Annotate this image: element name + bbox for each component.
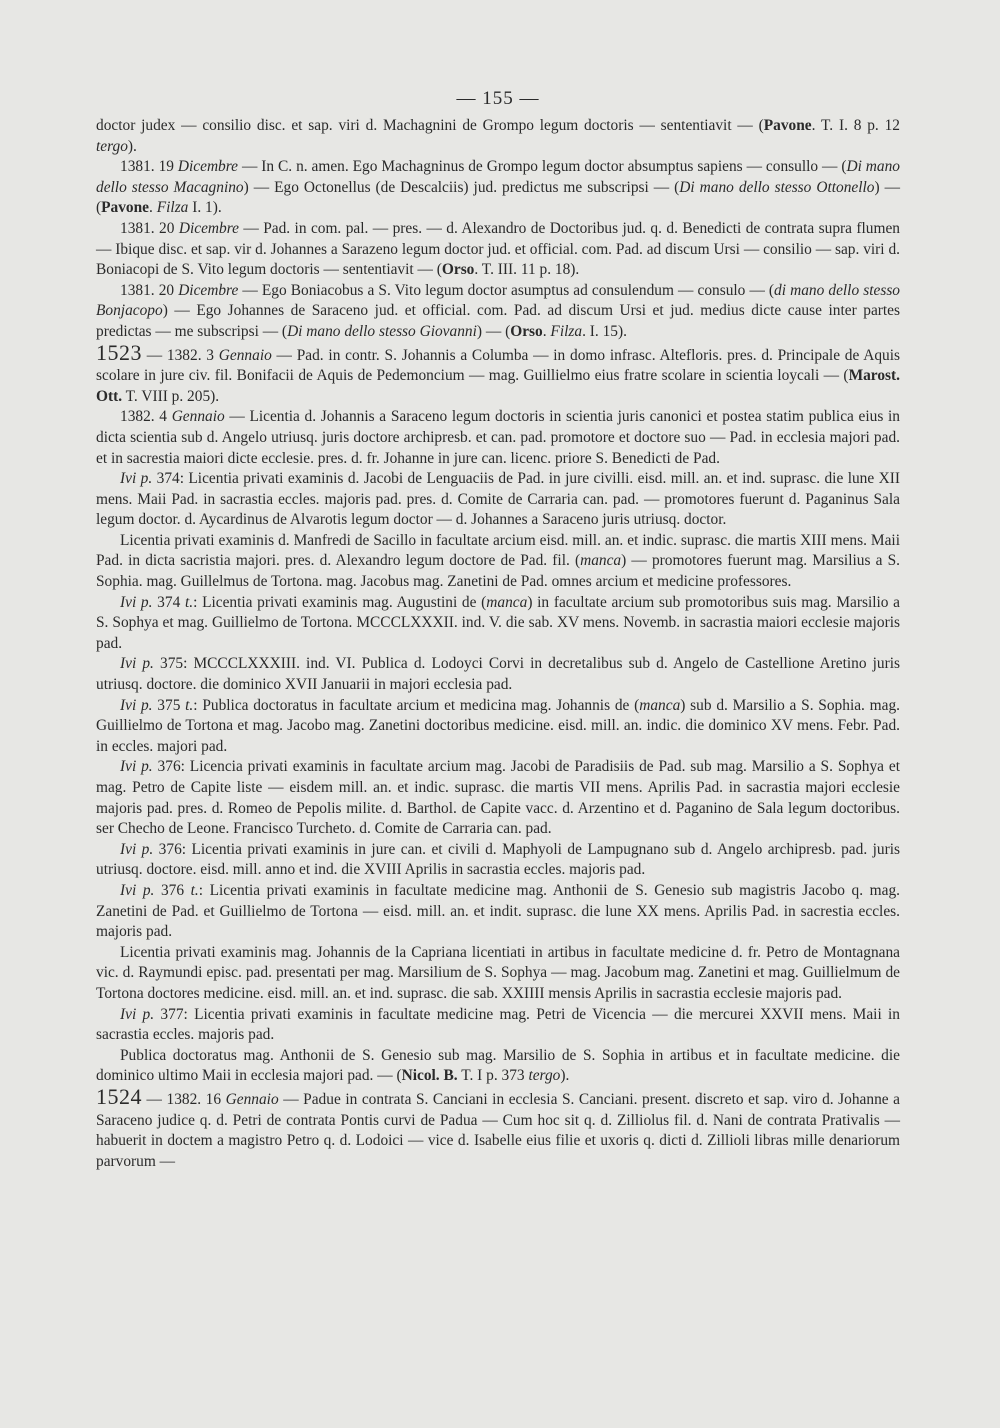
text-run: Ivi p. [120, 840, 154, 858]
text-run: Pavone [763, 117, 812, 134]
text-run: tergo [528, 1067, 561, 1085]
text-run: — Pad. in com. pal. — pres. — d. Alexandro de Doctoribus jud. q. d. Benedicti de contrata supra flumen — Ibique disc. et sap. vir d. Johannes a Sarazeno legum doctor jud. et official. com. Pad. ad discum Ursi — consilio — sap. viri d. Boniacopi de S. Vito legum doctoris — sententiavit — ( [96, 219, 901, 279]
document-entry-1523 [96, 339, 900, 408]
text-run: — In C. n. amen. Ego Machagninus de Grompo legum doctor absumptus sapiens — consullo — ( [238, 158, 847, 176]
text-run: Gennaio [171, 408, 225, 426]
text-run: Publica doctoratus mag. Anthonii de S. Genesio sub mag. Marsilio de S. Sophia in artibus et in facultate medicine. die dominico ultimo Maii in ecclesia majori pad. — ( [96, 1046, 900, 1085]
text-run: ) — Ego Johannes de Saraceno jud. et official. com. Pad. ad discum Ursi et jud. medius dicte cause inter partes predictas — me subscripsi — ( [96, 302, 900, 340]
text-run: t. [190, 881, 199, 899]
text-run: : Publica doctoratus in facultate arcium et medicina mag. Johannis de ( [193, 696, 640, 714]
text-run: t. [185, 696, 194, 714]
document-body [96, 116, 900, 1172]
paragraph [96, 840, 900, 881]
text-run: — 1382. 16 [142, 1090, 226, 1108]
text-run: 375 [152, 696, 186, 714]
text-run: . T. I. 8 p. 12 [811, 117, 900, 134]
text-run: Ivi p. [120, 470, 153, 488]
paragraph [96, 531, 900, 593]
text-run: doctor judex — consilio disc. et sap. viri d. Machagnini de Grompo legum doctoris — sententiavit — ( [96, 117, 764, 134]
text-run: 374 [152, 593, 185, 611]
text-run: Orso [510, 322, 543, 340]
paragraph [96, 407, 900, 469]
text-run: 1381. 19 [120, 158, 178, 176]
text-run: — Licentia d. Johannis a Saraceno legum doctoris in scientia juris canonici et postea statim publica eius in dicta scientia sub d. Angelo utriusq. juris doctore archipresb. et can. pad. promotore et doctore suo — Pad. in ecclesia majori pad. et in sacrestia maiori dicte ecclesie. pres. d. fr. Johanne in jure can. licenc. priore S. Benedicti de Pad. [96, 408, 900, 467]
text-run: ). [127, 137, 137, 155]
text-run: Di mano dello stesso Macagnino [96, 158, 900, 196]
text-run: : Licentia privati examinis in facultate medicine mag. Anthonii de S. Genesio sub magistris Jacobo q. mag. Zanetini de Pad. et Guillielmo de Tortona — eisd. mill. an. et indit. suprasc. die lune XX mens. Aprilis Pad. in sacrestia eccles. majoris pad. [96, 881, 901, 941]
text-run: manca [486, 593, 528, 611]
text-run: Di mano dello stesso Giovanni [287, 322, 477, 340]
text-run: manca [639, 696, 681, 714]
page-number: — 155 — [456, 88, 540, 109]
paragraph [96, 881, 900, 943]
paragraph [96, 593, 900, 655]
text-run: 377: Licentia privati examinis in facultate medicine mag. Petri de Vicencia — die mercurei XXVII mens. Maii in sacrastia eccles. majoris pad. [96, 1005, 901, 1044]
paragraph [96, 1005, 900, 1046]
paragraph [96, 943, 900, 1005]
text-run: Ivi p. [120, 1005, 155, 1023]
text-run: T. VIII p. 205). [122, 387, 220, 405]
paragraph [96, 757, 900, 839]
text-run: . I. 15). [582, 322, 627, 340]
paragraph [96, 281, 900, 343]
text-run: . T. III. 11 p. 18). [474, 261, 580, 279]
text-run: 376: Licencia privati examinis in facultate arcium mag. Jacobi de Paradisiis de Pad. sub mag. Marsilio a S. Sophya et mag. Petro de Capite liste — eisdem mill. an. et indic. suprasc. die martis VII mens. Aprilis Pad. in sacrastia majori ecclesie majoris pad. pres. d. Romeo de Pepolis milite. d. Barthol. de Capite vacc. d. Arzentino et d. Paganino de Sala legum doctoribus. ser Checho de Leone. Francisco Turcheto. d. Comite de Carraria can. pad. [96, 758, 900, 838]
text-run: 1381. 20 [120, 281, 179, 299]
text-run: ). [560, 1067, 570, 1085]
text-run: Marost. Ott. [96, 367, 900, 405]
text-run: 376: Licentia privati examinis in jure can. et civili d. Maphyoli de Lampugnano sub d. Angelo archipresb. pad. juris utriusq. doctore. eisd. mill. anno et ind. die XVIII Aprilis in sacrastia eccles. majoris pad. [96, 840, 900, 879]
text-run: 1381. 20 [120, 219, 179, 237]
text-run: — Padue in contrata S. Canciani in ecclesia S. Canciani. present. discreto et sap. viro d. Johanne a Saraceno judice q. d. Petri de contrata Pontis curvi de Padua — Cum hoc sit q. d. Zilliolus fil. d. Nani de contrata Prativalis — habuerit in doctem a magistro Petro q. d. Lodoici — vice d. Isabelle eius filie et uxoris q. dicti d. Zillioli libras mille denariorum parvorum — [96, 1090, 900, 1170]
text-run: Gennaio [225, 1090, 279, 1108]
text-run: 376 [154, 881, 191, 899]
text-run: ) in facultate arcium sub promotoribus suis mag. Marsilio a S. Sophya et mag. Guillielmo de Tortona. MCCCLXXXII. ind. V. die sab. XV mens. Novemb. in sacrastia maiori ecclesie majoris pad. [96, 593, 901, 652]
text-run: Ivi p. [120, 696, 153, 714]
text-run: tergo [96, 137, 128, 155]
text-run: 1382. 4 [120, 408, 172, 426]
text-run: : Licentia privati examinis mag. Augustini de ( [193, 593, 487, 611]
text-run: ) sub d. Marsilio a S. Sophia. mag. Guillielmo de Tortona et mag. Jacobo mag. Zanetini doctoribus medicine. eisd. mill. an. indic. die dominico XV mens. Febr. Pad. in eccles. majori pad. [96, 696, 901, 755]
text-run: Nicol. B. [401, 1067, 458, 1085]
text-run: Orso [441, 261, 475, 279]
text-run: 375: MCCCLXXXIII. ind. VI. Publica d. Lodoyci Corvi in decretalibus sub d. Angelo de Castellione Aretino juris utriusq. doctore. die dominico XVII Januarii in majori ecclesia pad. [96, 655, 900, 694]
paragraph [96, 116, 900, 157]
text-run: Filza [156, 199, 189, 217]
text-run: T. I p. 373 [457, 1067, 529, 1085]
paragraph [96, 157, 900, 219]
text-run: Dicembre [178, 281, 239, 299]
paragraph [96, 219, 900, 281]
text-run: Ivi p. [120, 758, 153, 776]
text-run: ) — Ego Octonellus (de Descalciis) jud. predictus me subscripsi — ( [243, 178, 680, 196]
text-run: — 1382. 3 [142, 346, 219, 364]
text-run: manca [580, 552, 622, 570]
text-run: ) — ( [96, 178, 900, 217]
text-run: ) — promotores fuerunt mag. Marsilius a S. Sophia. mag. Guillelmus de Tortona. mag. Jacobus mag. Zanetini de Pad. omnes arcium et medicine professores. [96, 552, 900, 591]
document-number: 1524 [96, 1083, 142, 1109]
text-run: Ivi p. [120, 593, 153, 611]
text-run: Di mano dello stesso Ottonello [679, 178, 875, 196]
text-run: ) — ( [476, 322, 511, 340]
text-run: Licentia privati examinis mag. Johannis de la Capriana licentiati in artibus in facultate medicine d. fr. Petro de Montagnana vic. d. Raymundi episc. pad. presentati per mag. Marsilium de S. Sophya — mag. Jacobum mag. Zanetini et mag. Guillielmum de Tortona doctores medicine. eisd. mill. an. et ind. suprasc. die sab. XXIIII mensis Aprilis in sacrastia ecclesie majoris pad. [96, 943, 900, 1002]
text-run: Filza [550, 322, 583, 340]
document-entry-1524 [96, 1083, 900, 1172]
document-number: 1523 [96, 339, 142, 365]
text-run: Ivi p. [120, 881, 155, 899]
text-run: — Ego Boniacobus a S. Vito legum doctor asumptus ad consulendum — consulo — ( [238, 281, 775, 299]
text-run: Ivi p. [120, 655, 154, 673]
text-run: — Pad. in contr. S. Johannis a Columba — in domo infrasc. Altefloris. pres. d. Principale de Aquis scolare in jure civ. fil. Bonifacii de Aquis de Pedemoncium — mag. Guillielmo eius fratre scolare in scientia loycali — ( [96, 346, 900, 385]
paragraph [96, 469, 900, 531]
text-run: Licentia privati examinis d. Manfredi de Sacillo in facultate arcium eisd. mill. an. et indic. suprasc. die martis XIII mens. Maii Pad. in dicta sacristia majori. pres. d. Alexandro legum doctore de Pad. fil. ( [96, 531, 900, 570]
paragraph [96, 654, 900, 695]
paragraph [96, 1046, 900, 1087]
text-run: di mano dello stesso Bonjacopo [96, 281, 900, 320]
text-run: Gennaio [218, 346, 272, 364]
text-run: Dicembre [178, 219, 239, 237]
text-run: Pavone [101, 199, 150, 217]
paragraph [96, 696, 900, 758]
text-run: I. 1). [188, 199, 222, 217]
text-run: Dicembre [177, 158, 239, 176]
text-run: t. [184, 593, 194, 611]
text-run: . [542, 322, 551, 340]
text-run: 374: Licentia privati examinis d. Jacobi de Lenguaciis de Pad. in jure civilli. eisd. mill. an. et ind. suprasc. die lune XII mens. Maii Pad. in sacrastia eccles. majoris pad. pres. d. Comite de Carraria can. pad. — promotores fuerunt d. Paganinus Sala legum doctor. d. Aycardinus de Alvarotis legum doctor — d. Johannes a Saraceno juris utriusq. doctor. [96, 470, 900, 529]
text-run: . [149, 199, 157, 217]
